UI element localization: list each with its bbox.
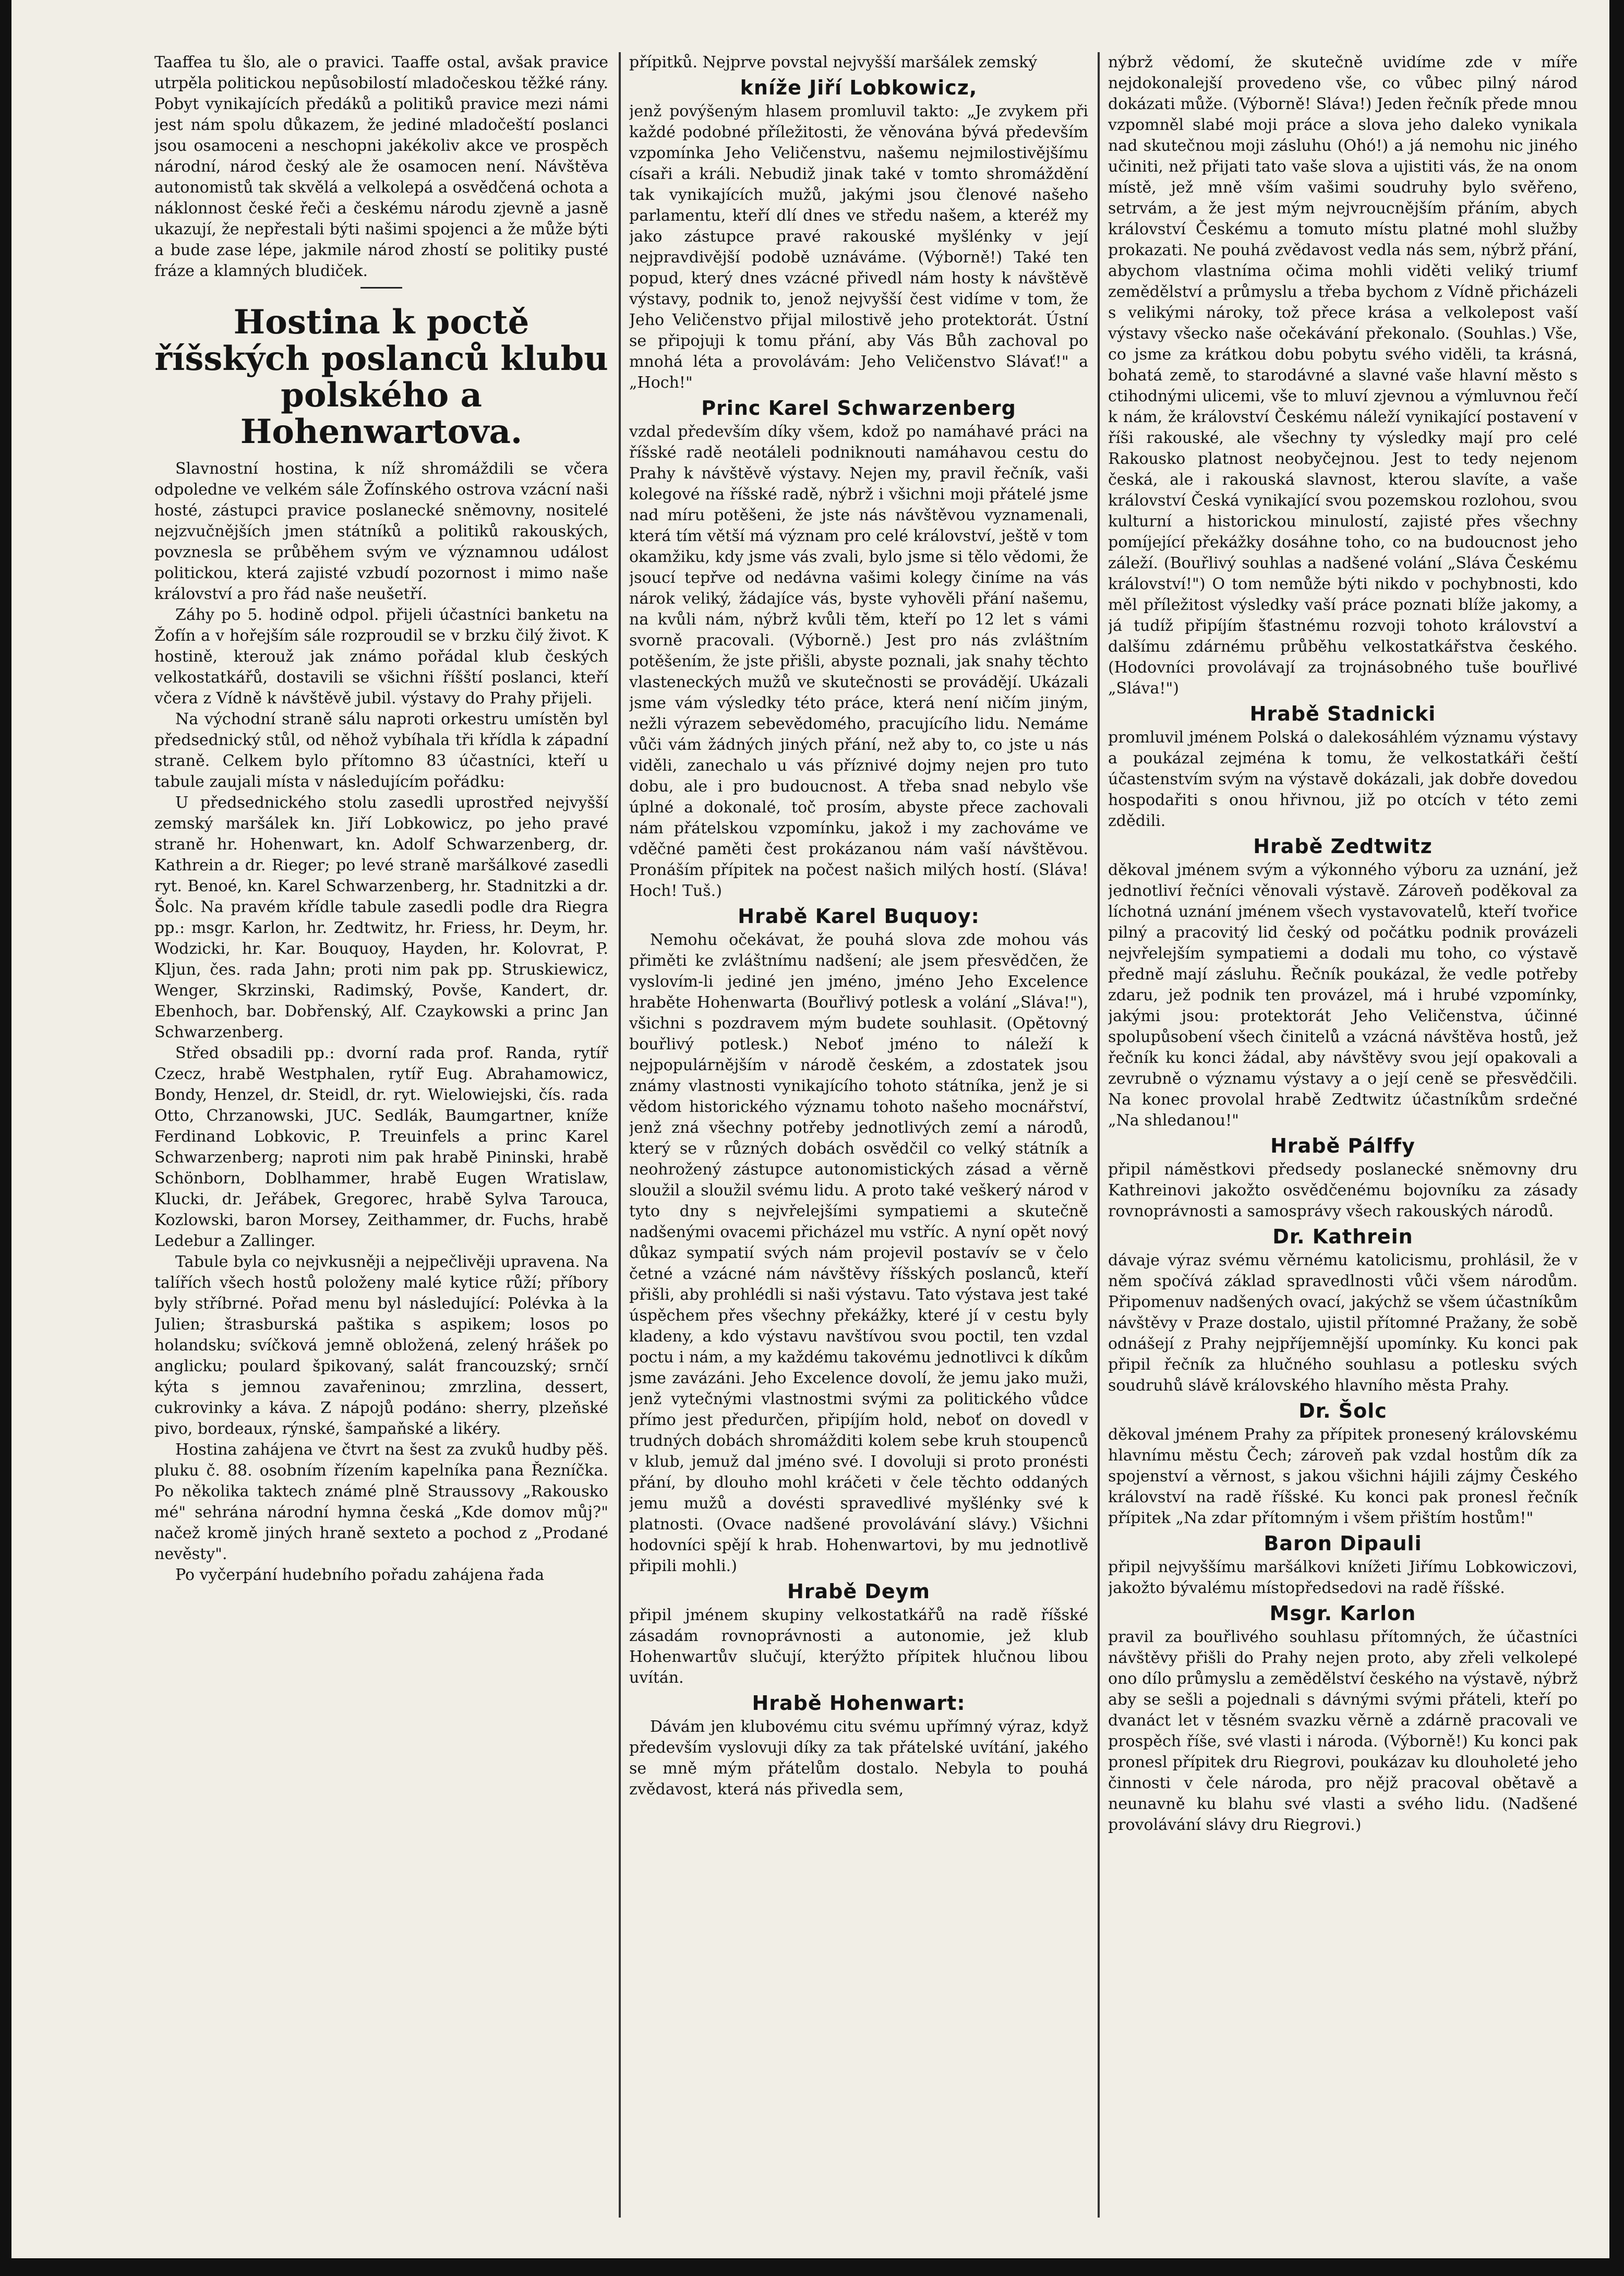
speaker-heading: Hrabě Karel Buquoy: [738,905,980,928]
speaker-heading: Dr. Šolc [1298,1399,1387,1422]
column-2 [629,52,1088,2218]
speaker-heading: Hrabě Pálffy [1270,1134,1415,1157]
paragraph: Záhy po 5. hodině odpol. přijeli účastníci banketu na Žofín a v hořejším sále rozproudil se v brzku čilý život. K hostině, kterouž jak známo pořádal klub českých velkostatkářů, dostavili se všichni říšští poslanci, kteří včera z Vídně k návštěvě jubil. výstavy do Prahy přijeli. [154,606,608,708]
paragraph: Po vyčerpání hudebního pořadu zahájena řada [175,1566,545,1584]
speaker-heading: Hrabě Stadnicki [1249,702,1436,725]
article-continuation: Taaffea tu šlo, ale o pravici. Taaffe ostal, avšak pravice utrpěla politickou nepůsobilostí mladočeskou těžké rány. Pobyt vynikajících předáků a politiků pravice mezi námi jest nám spolu důkazem, že jediné mladočeští poslanci jsou osamoceni a neschopni jakékoliv akce ve prospěch národní, národ český ale že osamocen není. Návštěva autonomistů tak skvělá a velkolepá a osvědčená ochota a náklonnost české řeči a českému národu zjevně a jasně ukazují, že nepřestali býti našimi spojenci a že může býti a bude zase lépe, jakmile národ zhostí se politiky pusté fráze a klamných bludiček. [154,53,608,280]
speech: Nemohu očekávat, že pouhá slova zde mohou vás přiměti ke zvláštnímu nadšení; ale jsem přesvědčen, že vyslovím-li jediné jen jméno, jméno Jeho Excelence hraběte Hohenwarta (Bouřlivý potlesk a volání „Sláva!"), všichni s pozdravem mým budete souhlasit. (Opětovný bouřlivý potlesk.) Neboť jméno to náleží k nejpopulárnějším v národě českém, a zdostatek jsou známy vlastnosti vynikajícího tohoto státníka, jenž je si vědom historického významu tohoto našeho mocnářství, jenž zná všechny potřeby jednotlivých zemí a národů, který se v různých dobách osvědčil co velký státník a neohrožený zástupce autonomistických zásad a věrně sloužil a sloužil svému lidu. A proto také veškerý národ v tyto dny s nejvřelejšími sympatiemi a skutečně nadšenými ovacemi přicházel mu vstříc. A nyní opět nový důkaz sympatií svých nám projevil postavív se v čelo četné a vzácné nám návštěvy říšských poslanců, kteří přišli, aby prohlédli si naši výstavu. Tato výstava jest také úspěchem přes všechny překážky, které jí v cestu byly kladeny, a kdo výstavu navštívou svou poctil, ten vzdal poctu i nám, a my každému takovému jednotlivci k díkům jsme zavázáni. Jeho Excelence dovolí, že jemu jako muži, jenž vytečnými vlastnostmi svými za politického vůdce přímo jest předurčen, připíjím hold, neboť on dovedl v trudných dobách shromážditi kolem sebe kruh stoupenců v klub, jemuž dal jméno své. I dovoluji si proto pronésti přání, by dlouho mohl kráčeti v čele těchto oddaných jemu mužů a dovésti spravedlivé myšlénky své k platnosti. (Ovace nadšené provolávání slávy.) Všichni hodovníci spějí k hrab. Hohenwartovi, by mu jednotlivě připili mohli.) [629,931,1088,1575]
speech: pravil za bouřlivého souhlasu přítomných, že účastníci návštěvy přišli do Prahy nejen proto, aby zřeli velkolepé ono dílo průmyslu a zemědělství českého na výstavě, nýbrž aby se sešli a pojednali s dávnými svými přáteli, kteří po dvanáct let v těsném svazku věrně a zdárně pracovali ve prospěch říše, své vlasti i národa. (Výborně!) Ku konci pak pronesl přípitek dru Riegrovi, poukázav ku dlouholeté jeho činnosti v čele národa, pro nějž pracoval obětavě a neunavně ku blahu své vlasti a svého lidu. (Nadšené provolávání slávy dru Riegrovi.) [1108,1628,1578,1834]
speech: jenž povýšeným hlasem promluvil takto: „Je zvykem při každé podobné příležitosti, že věnována bývá především vzpomínka Jeho Veličenstvu, našemu nejmilostivějšímu císaři a králi. Nebudiž jinak také v tomto shromáždění tak vynikajících mužů, jakými jsou členové našeho parlamentu, kteří dlí dnes ve středu našem, a kteréž my jako zástupce pravé rakouské myšlénky v její nejpravdivější podobě uznáváme. (Výborně!) Také ten popud, který dnes vzácné přivedl nám hosty k návštěvě výstavy, podnik to, jenož nejvyšší čest vidíme v tom, že Jeho Veličenstvo přijal milostivě jeho protektorát. Ústní se připojuji k tomu přání, aby Vás Bůh zachoval po mnohá léta a provolávám: Jeho Veličenstvo Slávať!" a „Hoch!" [629,102,1088,392]
speech: vzdal především díky všem, kdož po namáhavé práci na říšské radě neotáleli podniknouti namáhavou cestu do Prahy k návštěvě výstavy. Nejen my, pravil řečník, vaši kolegové na říšské radě, nýbrž i všichni moji přátelé jsme nad míru potěšeni, že jste nás návštěvou vyznamenali, která tím větší má význam pro celé království, ještě v tom okamžiku, kdy jsme vás zvali, bylo jsme si tělo vědomi, že jsoucí tepřve od nedávna vašimi kolegy činíme na vás nárok veliký, žádajíce vás, byste vyhověli přání našemu, na kvůli nám, nýbrž kvůli těm, kteří po 12 let s vámi svorně pracovali. (Výborně.) Jest pro nás zvláštním potěšením, že jste přišli, abyste poznali, jak snahy těchto vlasteneckých mužů ve skutečnosti se provádějí. Ukázali jsme vám výsledky této práce, která není ničím jiným, nežli výrazem sebevědomého, pracujícího lidu. Nemáme vůči vám žádných jiných přání, než aby to, co jste u nás viděli, zanechalo u vás příznivé dojmy nejen pro tuto dobu, ale i pro budoucnost. A třeba snad nebylo vše úplné a dokonalé, toč prosím, abyste přece zachovali nám přátelskou vzpomínku, jakož i my zachováme ve vděčné paměti čest prokázanou nám vaší návštěvou. Pronáším přípitek na počest našich milých hostí. (Sláva! Hoch! Tuš.) [629,423,1088,900]
column-rule [619,52,621,2218]
speech: dávaje výraz svému věrnému katolicismu, prohlásil, že v něm spočívá základ spravedlnosti vůči všem národům. Připomenuv nadšených ovací, jakýchž se všem účastníkům návštěvy v Praze dostalo, ujistil přítomné Pražany, že sobě odnášejí z Prahy nejpříjemnější upomínky. Ku konci pak připil řečník za hlučného souhlasu a potlesku svých soudruhů slávě královského hlavního města Prahy. [1108,1251,1578,1395]
speech: promluvil jménem Polská o dalekosáhlém významu výstavy a poukázal zejména k tomu, že velkostatkáři čeští účastenstvím svým na výstavě dokázali, jak dobře dovedou hospodařiti s onou hřivnou, již po otcích v této zemi zdědili. [1108,728,1578,830]
headline: Hostina k poctě říšských poslanců klubu polského a Hohenwartova. [154,303,608,451]
speech: Dávám jen klubovému citu svému upřímný výraz, když především vyslovuji díky za tak přátelské uvítání, jakého se mně mým přátelům dostalo. Nebyla to pouhá zvědavost, která nás přivedla sem, [629,1718,1088,1799]
paragraph: přípitků. Nejprve povstal nejvyšší maršálek zemský [629,53,1038,71]
scan-edge-bottom [0,2258,1624,2276]
paragraph: Střed obsadili pp.: dvorní rada prof. Randa, rytíř Czecz, hrabě Westphalen, rytíř Eug. Abrahamowicz, Bondy, Henzel, dr. Steidl, dr. ryt. Wielowiejski, čís. rada Otto, Chrzanowski, JUC. Sedlák, Baumgartner, kníže Ferdinand Lobkovic, P. Treuinfels a princ Karel Schwarzenberg; naproti nim pak hrabě Pininski, hrabě Schönborn, Doblhammer, hrabě Eugen Wratislaw, Klucki, dr. Jeřábek, Gregorec, hrabě Sylva Tarouca, Kozlowski, baron Morsey, Zeithammer, dr. Fuchs, hrabě Ledebur a Zallinger. [154,1044,608,1250]
speaker-heading: Msgr. Karlon [1269,1602,1416,1625]
paragraph: Tabule byla co nejvkusněji a nejpečlivěji upravena. Na talířích všech hostů položeny malé kytice růží; příbory byly stříbrné. Pořad menu byl následující: Polévka à la Julien; štrasburská paštika s aspikem; losos po holandsku; svíčková jemně obložená, zelený hrášek po anglicku; poulard špikovaný, salát francouzský; srnčí kýta s jemnou zavařeninou; zmrzlina, dessert, cukrovinky a káva. Z nápojů podáno: sherry, plzeňské pivo, bordeaux, rýnské, šampaňské a likéry. [154,1253,608,1438]
divider [360,287,402,289]
speaker-heading: Hrabě Deym [787,1580,931,1603]
scan-edge-right [1609,0,1624,2276]
speaker-heading: Hrabě Zedtwitz [1253,835,1433,858]
speaker-heading: Baron Dipauli [1264,1532,1422,1555]
speech: připil nejvyššímu maršálkovi knížeti Jiřímu Lobkowiczovi, jakožto bývalému místopředsedovi na radě říšské. [1108,1558,1578,1597]
speaker-heading: Princ Karel Schwarzenberg [701,397,1016,420]
speaker-heading: Dr. Kathrein [1272,1225,1413,1248]
paragraph: U předsednického stolu zasedli uprostřed nejvyšší zemský maršálek kn. Jiří Lobkowicz, po jeho pravé straně hr. Hohenwart, kn. Adolf Schwarzenberg, dr. Kathrein a dr. Rieger; po levé straně maršálkové zasedli ryt. Benoé, kn. Karel Schwarzenberg, hr. Stadnitzki a dr. Šolc. Na pravém křídle tabule zasedli podle dra Riegra pp.: msgr. Karlon, hr. Zedtwitz, hr. Friess, hr. Deym, hr. Wodzicki, hr. Kar. Bouquoy, Hayden, hr. Kolovrat, P. Kljun, čes. rada Jahn; proti nim pak pp. Struskiewicz, Wenger, Skrzinski, Radimský, Povše, Kandert, dr. Ebenhoch, bar. Dobřenský, Alf. Czaykowski a princ Jan Schwarzenberg. [154,794,608,1041]
column-3 [1108,52,1578,2218]
paragraph: Na východní straně sálu naproti orkestru umístěn byl předsednický stůl, od něhož vybíhala tři křídla k západní straně. Celkem bylo přítomno 83 účastníci, kteří u tabule zaujali místa v následujícím pořádku: [154,710,608,791]
speech: připil náměstkovi předsedy poslanecké sněmovny dru Kathreinovi jakožto osvědčenému bojovníku za zásady rovnoprávnosti a samosprávy všech rakouských národů. [1108,1160,1578,1220]
paragraph: Hostina zahájena ve čtvrt na šest za zvuků hudby pěš. pluku č. 88. osobním řízením kapelníka pana Řezníčka. Po několika taktech známé plně Straussovy „Rakousko mé" sehrána národní hymna česká „Kde domov můj?" načež kromě jiných hraně sexteto a pochod z „Prodané nevěsty". [154,1441,608,1563]
speaker-heading: kníže Jiří Lobkowicz, [740,76,978,99]
speech: připil jménem skupiny velkostatkářů na radě říšské zásadám rovnoprávnosti a autonomie, jež klub Hohenwartův slučují, kterýžto přípitek hlučnou libou uvítán. [629,1606,1088,1687]
paragraph: Slavnostní hostina, k níž shromáždili se včera odpoledne ve velkém sále Žofínského ostrova vzácní naši hosté, zástupci pravice poslanecké sněmovny, nositelé nejzvučnějších jmen státníků a politiků rakouských, povznesla se průběhem svým ve významnou událost politickou, která zajisté vzbudí pozornost i mimo naše království a pro řád naše neušetří. [154,460,608,603]
speech: děkoval jménem Prahy za přípitek pronesený královskému hlavnímu městu Čech; zároveň pak vzdal hostům dík za spojenství a věrnost, s jakou všichni hájili zájmy Českého království na radě říšské. Ku konci pak pronesl řečník přípitek „Na zdar přítomným i všem přištím hostům!" [1108,1426,1578,1527]
speech: děkoval jménem svým a výkonného výboru za uznání, jež jednotliví řečníci věnovali výstavě. Zároveň poděkoval za líchotná uznání jménem všech vystavovatelů, kteří tvořice pilný a pracovitý lid český od počátku podnik provázeli nejvřelejším sympatiemi a dodali mu toho, co výstavě předně mají zásluhu. Řečník poukázal, že vedle potřeby zdaru, jež podnik ten provázel, má i hrubé vzpomínky, jakými jsou: protektorát Jeho Veličenstva, účinné spolupůsobení všech činitelů a vzácná návštěva hostů, jež řečník ku konci žádal, aby návštěvy svou její opakovali a zevrubně o významu výstavy a o její ceně se přesvědčili. Na konec provolal hrabě Zedtwitz účastníkům srdečné „Na shledanou!" [1108,861,1578,1130]
column-1 [154,52,608,2218]
speech: nýbrž vědomí, že skutečně uvidíme zde v míře nejdokonalejší provedeno vše, co vůbec pilný národ dokázati může. (Výborně! Sláva!) Jeden řečník přede mnou vzpomněl slabé moji práce a slova jeho daleko vynikala nad skutečnou moji zásluhu (Ohó!) a já nemohu nic jiného učiniti, než přijati tato vaše slova a ujistiti vás, že na onom místě, jež mně vším vašimi soudruhy bylo svěřeno, setrvám, a že jest mým nejvroucnějším přáním, abych království Českému a tomuto místu platné mohl služby prokazati. Ne pouhá zvědavost vedla nás sem, nýbrž přání, abychom vlastníma očima mohli viděti veliký triumf zemědělství a průmyslu a třeba bychom z Vídně přicházeli s velikými nároky, tož přece krása a velkolepost vaší výstavy všecko naše očekávání překonalo. (Souhlas.) Vše, co jsme za krátkou dobu pobytu svého viděli, ta krásná, bohatá země, to starodávné a slavné vaše hlavní město s ctihodnými ulicemi, vše to mluví zjevnou a výmluvnou řečí k nám, že království Českému náleží vynikající postavení v říši rakouské, ale všechny ty výsledky mají pro celé Rakousko platnost neobyčejnou. Jest to tedy nejenom česká, ale i rakouská slavnost, kterou slavíte, a vaše království Česká vynikající svou pozemskou rozlohou, svou kulturní a historickou minulostí, zajisté přes všechny pomíjející překážky dosáhne toho, co na budoucnost jeho záleží. (Bouřlivý souhlas a nadšené volání „Sláva Českému království!") O tom nemůže býti nikdo v pochybnosti, kdo měl příležitost výsledky vaší práce poznati blíže jakomy, a já tudíž připíjím šťastnému rozvoji tohoto království a dalšímu zdárnému průběhu velkostatkářstva českého. (Hodovníci provolávají za trojnásobného tuše bouřlivé „Sláva!") [1108,53,1578,698]
speaker-heading: Hrabě Hohenwart: [752,1692,966,1715]
column-rule [1098,52,1100,2218]
scan-edge-left [0,0,11,2276]
